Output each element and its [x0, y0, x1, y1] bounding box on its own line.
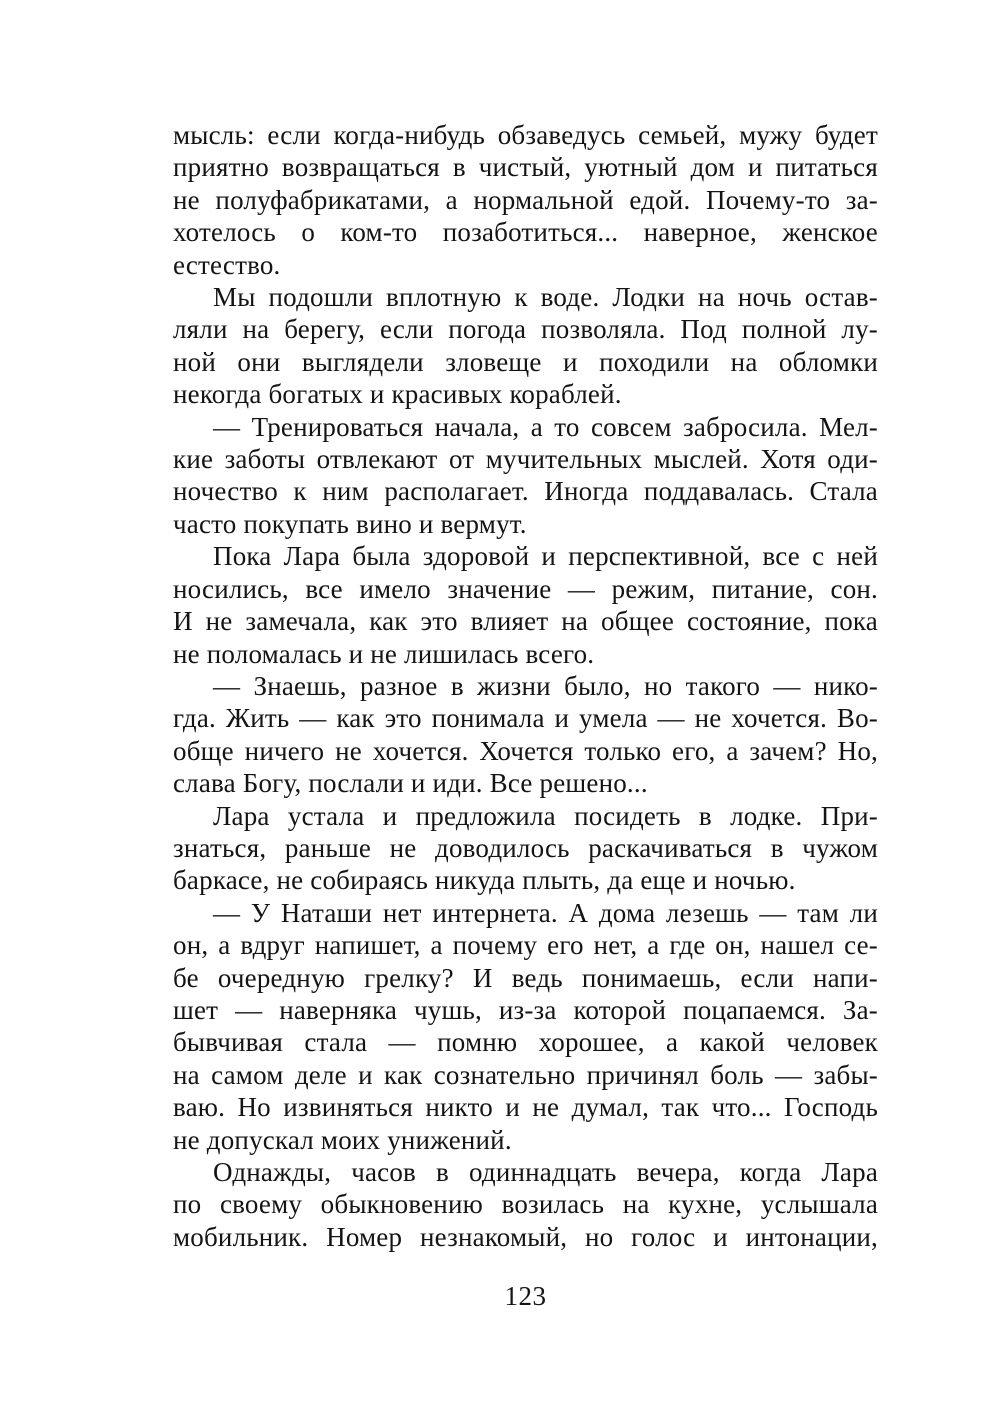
text-line: ночество к ним располагает. Иногда поддавалась. Стала: [173, 476, 878, 507]
text-line: знаться, раньше не доводилось раскачиваться в чужом: [173, 832, 878, 863]
text-line: ляли на берегу, если погода позволяла. Под полной лу-: [173, 314, 878, 345]
text-line: бе очередную грелку? И ведь понимаешь, если напи-: [173, 962, 878, 993]
text-line: часто покупать вино и вермут.: [173, 508, 527, 539]
text-line: носились, все имело значение — режим, питание, сон.: [173, 573, 878, 604]
text-line: шет — наверняка чушь, из-за которой поцапаемся. За-: [173, 994, 878, 1025]
page-text-block: [173, 119, 878, 1253]
text-line: он, а вдруг напишет, а почему его нет, а где он, нашел се-: [173, 930, 878, 961]
paragraph: [173, 119, 878, 281]
text-line: слава Богу, послали и иди. Все решено...: [173, 768, 648, 799]
text-line: — У Наташи нет интернета. А дома лезешь — там ли: [213, 897, 878, 928]
text-line: не поломалась и не лишилась всего.: [173, 638, 595, 669]
paragraph: [173, 411, 878, 541]
text-line: не допускал моих унижений.: [173, 1124, 512, 1155]
text-line: — Тренироваться начала, а то совсем забросила. Мел-: [213, 411, 878, 442]
text-line: кие заботы отвлекают от мучительных мыслей. Хотя оди-: [173, 444, 878, 475]
text-line: гда. Жить — как это понимала и умела — не хочется. Во-: [173, 703, 878, 734]
text-line: естество.: [173, 249, 281, 280]
text-line: баркасе, не собираясь никуда плыть, да еще и ночью.: [173, 865, 796, 896]
text-line: обще ничего не хочется. Хочется только его, а зачем? Но,: [173, 735, 878, 766]
paragraph: [173, 281, 878, 411]
text-line: бывчивая стала — помню хорошее, а какой человек: [173, 1027, 878, 1058]
text-line: по своему обыкновению возилась на кухне, услышала: [173, 1189, 878, 1220]
text-line: приятно возвращаться в чистый, уютный дом и питаться: [173, 152, 878, 183]
paragraph: [173, 1156, 878, 1253]
text-line: некогда богатых и красивых кораблей.: [173, 379, 622, 410]
text-line: И не замечала, как это влияет на общее состояние, пока: [173, 606, 878, 637]
text-line: Лара устала и предложила посидеть в лодке. При-: [213, 800, 878, 831]
text-line: Однажды, часов в одиннадцать вечера, когда Лара: [213, 1157, 878, 1187]
text-line: ной они выглядели зловеще и походили на обломки: [173, 346, 878, 377]
text-line: мысль: если когда-нибудь обзаведусь семьей, мужу будет: [173, 120, 878, 150]
text-line: не полуфабрикатами, а нормальной едой. Почему-то за-: [173, 184, 878, 215]
text-line: хотелось о ком-то позаботиться... наверное, женское: [173, 217, 878, 248]
text-line: мобильник. Номер незнакомый, но голос и интонации,: [173, 1221, 878, 1252]
text-line: на самом деле и как сознательно причинял боль — забы-: [173, 1059, 878, 1090]
page-number: 123: [504, 1281, 547, 1311]
text-line: ваю. Но извиняться никто и не думал, так что... Господь: [173, 1092, 878, 1123]
text-line: — Знаешь, разное в жизни было, но такого — нико-: [213, 670, 878, 701]
text-line: Мы подошли вплотную к воде. Лодки на ночь остав-: [213, 282, 878, 313]
paragraph: [173, 670, 878, 800]
paragraph: [173, 540, 878, 670]
text-line: Пока Лара была здоровой и перспективной, все с ней: [213, 541, 878, 572]
paragraph: [173, 897, 878, 1156]
paragraph: [173, 800, 878, 897]
